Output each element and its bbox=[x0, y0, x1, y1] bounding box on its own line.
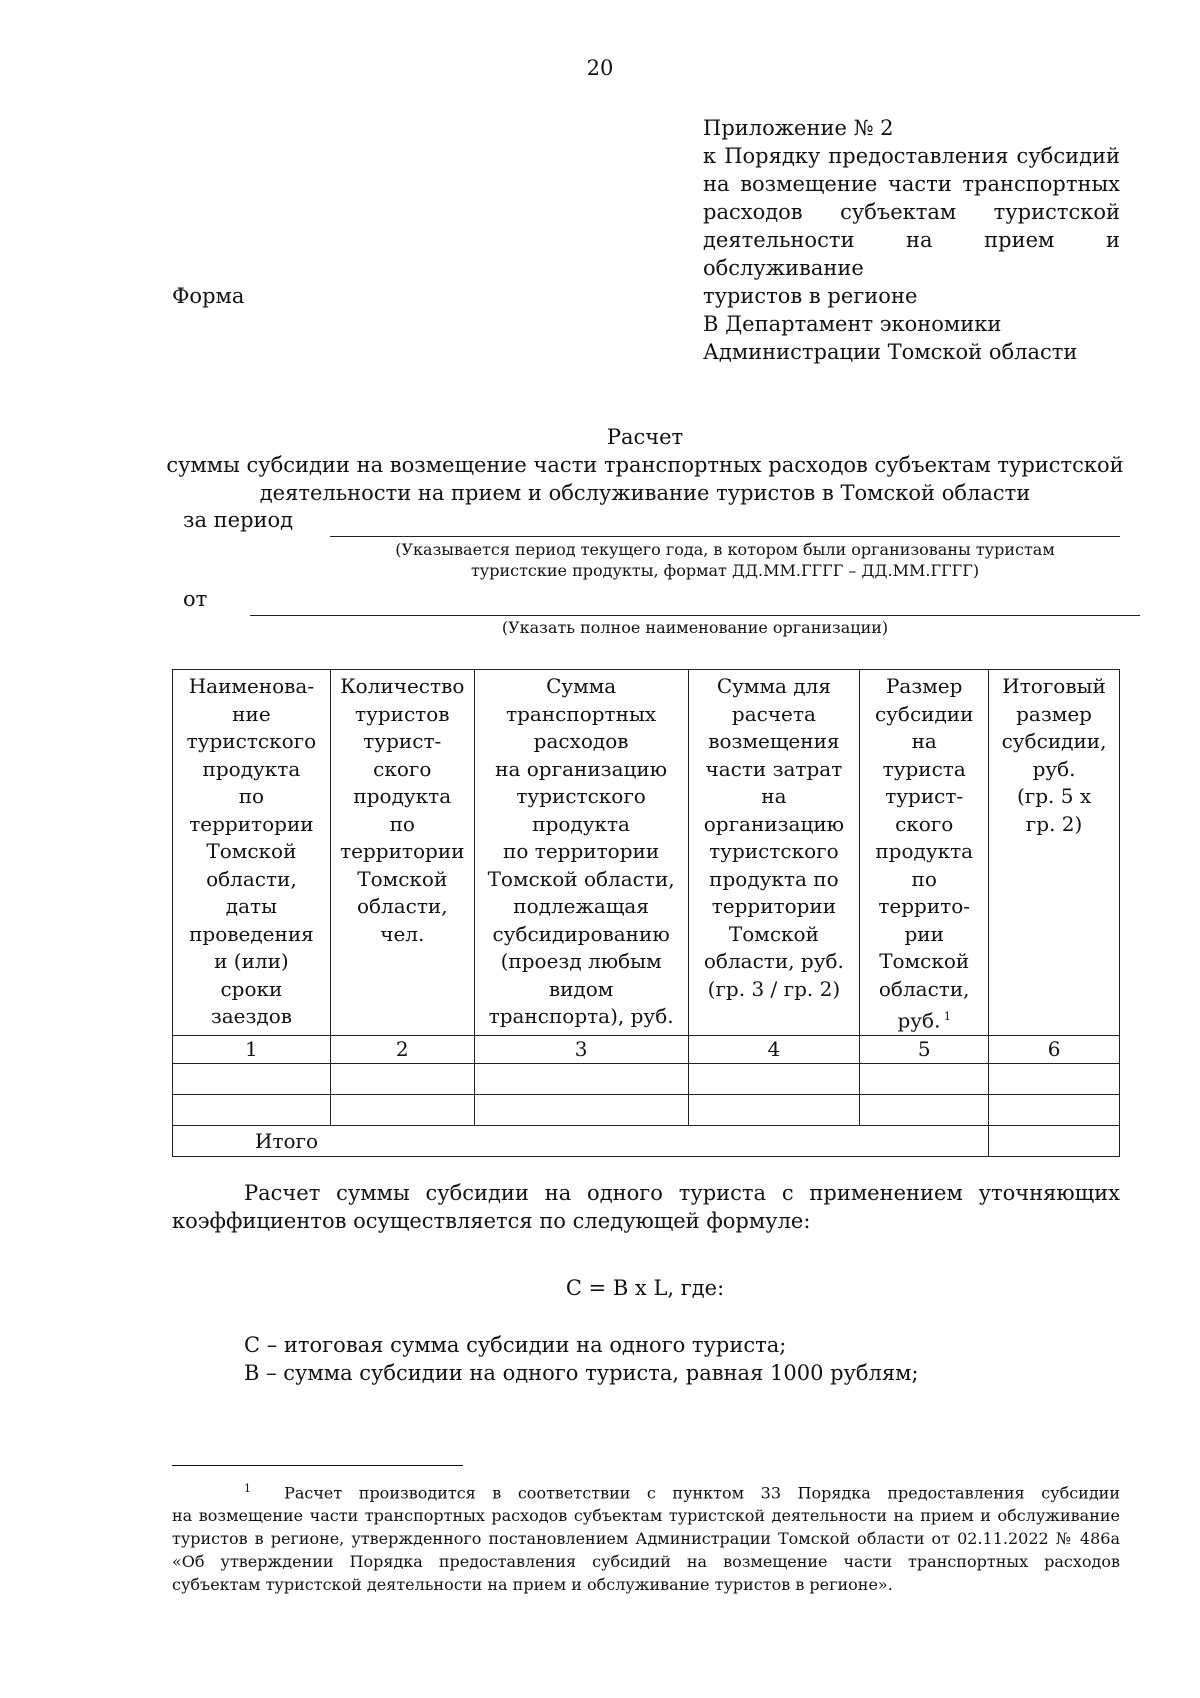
header-cell bbox=[860, 670, 989, 1036]
header-line: транспортных bbox=[506, 701, 657, 726]
formula-intro bbox=[172, 1179, 1120, 1235]
header-cell bbox=[330, 670, 474, 1036]
column-number-row bbox=[173, 1036, 1120, 1064]
org-label: от bbox=[183, 587, 208, 611]
footnote-separator bbox=[172, 1465, 463, 1466]
column-number: 4 bbox=[688, 1036, 860, 1064]
org-hint: (Указать полное наименование организации) bbox=[501, 618, 889, 637]
header-line: ского bbox=[895, 811, 954, 836]
header-line: области, руб. bbox=[703, 949, 844, 973]
annex-block bbox=[703, 114, 1120, 310]
header-line: части затрат bbox=[705, 756, 843, 781]
header-line: территории bbox=[711, 894, 837, 918]
header-line: турист- bbox=[885, 784, 964, 808]
header-line: Наименова- bbox=[188, 674, 315, 698]
header-line: туристов bbox=[355, 701, 450, 726]
period-label: за период bbox=[183, 508, 294, 532]
header-line: транспорта), руб. bbox=[488, 1004, 674, 1028]
header-line: террито- bbox=[878, 894, 971, 918]
header-line: проведения bbox=[189, 921, 314, 946]
header-line: туристского bbox=[709, 839, 839, 863]
header-line: чел. bbox=[380, 921, 425, 946]
header-line: Количество bbox=[340, 674, 465, 698]
header-line: области, bbox=[878, 976, 970, 1001]
header-line: продукта bbox=[353, 784, 452, 808]
header-line: области, bbox=[356, 894, 448, 918]
recipient-line: Администрации Томской области bbox=[703, 340, 1078, 364]
total-value-cell[interactable] bbox=[989, 1126, 1120, 1157]
header-line: Сумма bbox=[546, 674, 617, 698]
calculation-table bbox=[172, 669, 1120, 1157]
footnote-marker: 1 bbox=[940, 1010, 951, 1023]
column-number: 5 bbox=[860, 1036, 989, 1064]
header-line: ние bbox=[232, 701, 271, 726]
recipient-block bbox=[703, 310, 1077, 366]
header-line: гр. 2) bbox=[1025, 811, 1083, 836]
header-cell bbox=[173, 670, 331, 1036]
table-cell[interactable] bbox=[688, 1095, 860, 1126]
header-line: продукта bbox=[202, 756, 301, 781]
footnote bbox=[172, 1477, 1120, 1596]
header-line: (гр. 3 / гр. 2) bbox=[707, 976, 841, 1001]
header-line: организацию bbox=[703, 811, 845, 836]
header-line: Итоговый bbox=[1002, 674, 1106, 698]
header-line: (проезд любым bbox=[500, 949, 662, 973]
annex-line: к Порядку предоставления субсидий bbox=[703, 144, 1120, 168]
header-line: продукта bbox=[532, 811, 630, 836]
table-cell[interactable] bbox=[173, 1064, 331, 1095]
header-line: по территории bbox=[503, 839, 660, 863]
table-cell[interactable] bbox=[860, 1064, 989, 1095]
annex-line: на возмещение части транспортных bbox=[703, 172, 1120, 196]
header-line: территории bbox=[340, 839, 465, 863]
header-line: рии bbox=[904, 921, 944, 946]
header-line: Томской bbox=[728, 921, 819, 946]
footnote-marker: 1 bbox=[244, 1482, 251, 1495]
table-cell[interactable] bbox=[330, 1095, 474, 1126]
column-number: 1 bbox=[173, 1036, 331, 1064]
header-line: по bbox=[389, 811, 415, 836]
header-line: расходов bbox=[533, 729, 629, 753]
formula: С = В х L, где: bbox=[565, 1276, 725, 1300]
table-cell[interactable] bbox=[330, 1064, 474, 1095]
header-line: субсидии bbox=[874, 701, 974, 726]
header-cell bbox=[474, 670, 688, 1036]
paragraph-line: коэффициентов осуществляется по следующей формуле: bbox=[172, 1209, 811, 1233]
footnote-line bbox=[172, 1477, 1120, 1504]
header-line: туриста bbox=[882, 756, 966, 781]
header-line: турист- bbox=[363, 729, 442, 753]
definition-c: С – итоговая сумма субсидии на одного туриста; bbox=[244, 1333, 787, 1357]
header-line: заездов bbox=[210, 1004, 293, 1028]
period-hint-line: туристские продукты, формат ДД.ММ.ГГГГ – ДД.ММ.ГГГГ) bbox=[470, 561, 980, 580]
header-line: видом bbox=[548, 976, 614, 1001]
header-line: руб. bbox=[1032, 756, 1076, 781]
annex-line: расходов субъектам туристской bbox=[703, 200, 1120, 224]
header-line: Томской bbox=[206, 839, 297, 863]
header-cell bbox=[688, 670, 860, 1036]
header-line: на организацию bbox=[495, 756, 668, 781]
title-line: деятельности на прием и обслуживание туристов в Томской области bbox=[259, 481, 1031, 505]
header-line: по bbox=[238, 784, 265, 808]
header-cell bbox=[989, 670, 1120, 1036]
header-line: Размер bbox=[885, 674, 963, 698]
table-cell[interactable] bbox=[474, 1064, 688, 1095]
header-line: туристского bbox=[516, 784, 646, 808]
header-line: на bbox=[911, 729, 937, 753]
form-label: Форма bbox=[172, 284, 245, 308]
period-input-line[interactable] bbox=[330, 536, 1120, 537]
footnote-line: «Об утверждении Порядка предоставления субсидий на возмещение части транспортных расходов bbox=[172, 1552, 1120, 1572]
header-line: даты bbox=[225, 894, 278, 918]
total-row bbox=[173, 1126, 1120, 1157]
title-heading: Расчет bbox=[606, 425, 684, 449]
footnote-text: Расчет производится в соответствии с пунктом 33 Порядка предоставления субсидии bbox=[284, 1483, 1121, 1503]
total-label: Итого bbox=[173, 1126, 989, 1157]
document-title bbox=[0, 423, 1200, 507]
header-line: территории bbox=[189, 811, 314, 836]
footnote-line: на возмещение части транспортных расходов субъектам туристской деятельности на прием и обслуживание bbox=[172, 1506, 1120, 1526]
page-number: 20 bbox=[586, 56, 614, 80]
table-cell[interactable] bbox=[860, 1095, 989, 1126]
header-line: Сумма для bbox=[716, 674, 831, 698]
header-line: (гр. 5 х bbox=[1016, 784, 1092, 808]
header-line: области, bbox=[206, 866, 297, 891]
header-line: ского bbox=[373, 756, 432, 781]
header-line: продукта bbox=[875, 839, 974, 863]
table-header-row bbox=[173, 670, 1120, 1036]
title-line: суммы субсидии на возмещение части транспортных расходов субъектам туристской bbox=[166, 453, 1124, 477]
header-line: сроки bbox=[220, 976, 283, 1001]
table-row bbox=[173, 1095, 1120, 1126]
table-cell[interactable] bbox=[989, 1064, 1120, 1095]
table-cell[interactable] bbox=[474, 1095, 688, 1126]
period-hint-line: (Указывается период текущего года, в котором были организованы туристам bbox=[395, 540, 1055, 559]
header-line: туристского bbox=[186, 729, 317, 753]
table-row bbox=[173, 1064, 1120, 1095]
paragraph-line: Расчет суммы субсидии на одного туриста с применением уточняющих bbox=[244, 1181, 1120, 1205]
header-line: размер bbox=[1016, 701, 1092, 726]
header-line: руб. $^1$ bbox=[897, 1008, 951, 1033]
org-input-line[interactable] bbox=[250, 615, 1140, 616]
footnote-line: субъектам туристской деятельности на прием и обслуживание туристов в регионе». bbox=[172, 1575, 893, 1595]
table-cell[interactable] bbox=[173, 1095, 331, 1126]
footnote-line: туристов в регионе, утвержденного постановлением Администрации Томской области от 02.11.2022 № 486а bbox=[172, 1529, 1120, 1549]
table-cell[interactable] bbox=[989, 1095, 1120, 1126]
column-number: 3 bbox=[474, 1036, 688, 1064]
table-cell[interactable] bbox=[688, 1064, 860, 1095]
header-line: по bbox=[911, 866, 937, 891]
column-number: 6 bbox=[989, 1036, 1120, 1064]
header-line: на bbox=[761, 784, 787, 808]
header-line: Томской bbox=[879, 949, 970, 973]
annex-line: деятельности на прием и обслуживание bbox=[703, 228, 1120, 280]
column-number: 2 bbox=[330, 1036, 474, 1064]
period-hint bbox=[330, 539, 1120, 581]
header-line: продукта по bbox=[709, 866, 839, 891]
definition-b: В – сумма субсидии на одного туриста, равная 1000 рублям; bbox=[244, 1361, 919, 1385]
recipient-line: В Департамент экономики bbox=[703, 312, 1002, 336]
header-line: субсидии, bbox=[1001, 729, 1107, 753]
header-line: подлежащая bbox=[513, 894, 649, 918]
header-line: и (или) bbox=[214, 949, 289, 973]
annex-title: Приложение № 2 bbox=[703, 116, 894, 140]
header-line: возмещения bbox=[708, 729, 840, 753]
header-line: Томской bbox=[357, 866, 448, 891]
header-line: субсидированию bbox=[492, 921, 670, 946]
annex-line: туристов в регионе bbox=[703, 284, 918, 308]
header-line: Томской области, bbox=[487, 866, 675, 891]
header-line: расчета bbox=[731, 701, 816, 726]
